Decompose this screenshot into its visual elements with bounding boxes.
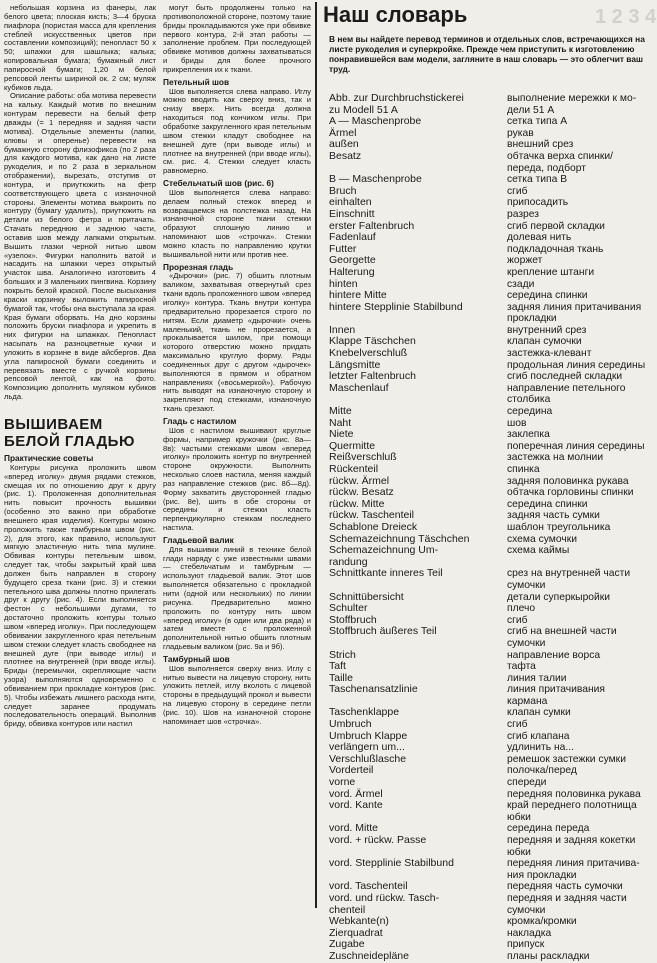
german-term: Abb. zur Durchbruchstickerei [329,92,464,104]
dictionary-entry [329,406,656,418]
russian-translation: задняя половинка рукава [507,475,629,487]
german-term: Taschenansatzlinie [329,683,418,696]
russian-translation: плечо [507,603,536,615]
dictionary-entry [329,255,656,267]
russian-translation: ния прокладки [507,869,577,881]
german-term: rückw. Taschenteil [329,509,415,522]
dictionary-entry [329,951,656,963]
dictionary-entry [329,893,656,905]
russian-translation: сгиб на внешней части [507,626,617,638]
german-term: vord. und rückw. Tasch- [329,891,440,904]
german-term: hintere Mitte [329,289,387,302]
german-term: Umbruch [329,718,372,731]
dictionary-entry [329,905,656,917]
german-term: Besatz [329,149,362,162]
dictionary-entry [329,684,656,696]
german-term: A — Maschenprobe [329,115,422,128]
russian-translation: шов [507,417,527,429]
german-term: Naht [329,416,352,429]
russian-translation: клапан сумки [507,707,571,719]
dictionary-entry [329,522,656,534]
russian-translation: клапан сумочки [507,336,582,348]
russian-translation: сгиб [507,185,528,197]
dictionary-entry [329,916,656,928]
left-article-column [4,4,156,729]
dictionary-entry [329,603,656,615]
article-paragraph: Описание работы: оба мотива перевести на кальку. Каждый мотив по внешним контурам перевести на белый фетр дважды (= 1 передняя и задняя части мотива). Отдельные элементы (лапки, клювы и оперенье) перевести на бумажную сторону флизофикса (по 2 раза для каждого мотива, как дано на листе рукоделия, и по 2 раза в зеркальном отображении), вырезать, отступив от контура, и приутюжить на фетр соответствующего цвета с изнаночной стороны. Элементы мотива выкроить по контуру (бумагу удалить), приутюжить на детали из белого фетра и притачать. Стачать переднюю и заднюю части, оставив шов между лапками открытым. Вышить глазки черной нитью швом «узелок». Фигурки наполнить ватой и насадить на шпажки через открытый участок шва. Аналогично изготовить 4 больших и 3 маленьких пингвина. Корзину покрыть белой краской. После высыхания краски корзинку выложить папиросной бумагой так, чтобы она выступала за края. Края бумаги оборвать. На дно корзины положить бруски пиафлора и укрепить в них фигурки на шпажках. Пенопласт насыпать на разноцветные кучки и уложить в корзине в виде айсбергов. Два угла папиросной бумаги соединить и перевязать вместе с ручкой корзины репсовой лентой, как на фото. Композицию дополнить муляжом кубиков льда. [4,91,156,402]
german-term: Schemazeichnung Um- [329,544,439,557]
stitch-section-text: Шов выполняется сверху вниз. Иглу с нитью вывести на лицевую сторону, нить уложить петлей, иглу вколоть с лицевой стороны в предыдущий прокол и вывести на лицевую сторону в середине петли (рис. 10). Шов на изнаночной стороне напоминает шов «строчка». [163,663,311,726]
german-term: Maschenlauf [329,381,389,394]
stitch-section-text: Для вышивки линий в технике белой глади наряду с уже известными швами — стебельчатым и тамбурным — используют гладьевой валик. Этот шов выполняется обязательно с прокладкой нити (одной или нескольких) по линии рисунка. Предварительно можно проложить по контуру нить швом «вперед иголку» (в один или два ряда) и затем вместе с проложенной дополнительной нитью обшить плотным гладьевым валиком (рис. 9а и 9б). [163,544,311,652]
german-term: Taft [329,660,346,673]
russian-translation: задняя часть сумки [507,510,600,522]
german-term: Schablone Dreieck [329,520,418,533]
german-term: Webkante(n) [329,915,389,928]
dictionary-entry [329,754,656,766]
russian-translation: застежка-клевант [507,348,592,360]
russian-translation: внутренний срез [507,324,587,336]
dictionary-entry [329,186,656,198]
russian-translation: середина спинки [507,498,588,510]
dictionary-entry [329,626,656,638]
russian-translation: передняя часть сумочки [507,881,623,893]
stitch-section-title: Тамбурный шов [163,653,230,664]
german-term: verlängern um... [329,741,405,754]
russian-translation: обтачка горловины спинки [507,487,634,499]
russian-translation: столбика [507,394,551,406]
german-term: Strich [329,648,356,661]
dictionary-entry [329,812,656,824]
russian-translation: передняя и задняя части [507,892,627,904]
german-term: vord. Taschenteil [329,880,408,893]
german-term: Reißverschluß [329,451,397,464]
german-term: letzter Faltenbruch [329,370,416,383]
russian-translation: прокладки [507,313,557,325]
russian-translation: рукав [507,127,534,139]
russian-translation: сгиб [507,614,528,626]
german-term: Einschnitt [329,207,375,220]
russian-translation: продольная линия середины [507,359,646,371]
russian-translation: застежка на молнии [507,452,604,464]
russian-translation: жоржет [507,255,543,267]
german-term: B — Maschenprobe [329,173,422,186]
russian-translation: спереди [507,777,547,789]
german-term: Zierquadrat [329,926,383,939]
russian-translation: сетка типа А [507,116,568,128]
russian-translation: внешний срез [507,139,574,151]
russian-translation: кармана [507,695,548,707]
russian-translation: припосадить [507,197,569,209]
russian-translation: долевая нить [507,232,572,244]
german-term: Fadenlauf [329,231,376,244]
russian-translation: полочка/перед [507,765,577,777]
russian-translation: схема сумочки [507,533,577,545]
stitch-section-text: «Дырочки» (рис. 7) обшить плотным валиком, захватывая отвернутый срез ткани вдоль проложенного швом «вперед иголку» контура. Ткань внутри контура предварительно прорезается строго по нитям. Если диаметр «дырочки» очень маленький, ткань не прорезается, а прокалывается шилом, при помощи которого отверстию можно придать максимально круглую форму. Ряды соединенных друг с другом «дырочек» выполняются в прямом и обратном направлениях («восьмеркой»). Рабочую нить выводят на изнаночную сторону и закрепляют под стежками, изнаночную ткань срезают. [163,271,311,414]
german-term: Schnittübersicht [329,590,404,603]
russian-translation: линия притачивания [507,684,606,696]
russian-translation: тафта [507,661,536,673]
russian-translation: сумочки [507,904,546,916]
german-term [329,580,507,592]
russian-translation [507,557,656,569]
column-divider [315,2,317,908]
russian-translation: выполнение мережки к мо- [507,93,637,104]
dictionary-list [329,93,656,963]
russian-translation: сгиб клапана [507,730,570,742]
dictionary-entry [329,858,656,870]
german-term: Längsmitte [329,358,381,371]
dictionary-entry [329,719,656,731]
dictionary-entry [329,209,656,221]
dictionary-entry [329,638,656,650]
german-term: vord. Ärmel [329,787,383,800]
dictionary-entry [329,93,656,105]
dictionary-entry [329,545,656,557]
german-term: Verschlußlasche [329,752,407,765]
dictionary-entry [329,383,656,395]
russian-translation: задняя линия притачивания [507,301,642,313]
practical-tips-text [4,464,156,729]
dictionary-entry [329,232,656,244]
dictionary-entry [329,151,656,163]
german-term: vord. Mitte [329,822,379,835]
german-term [329,638,507,650]
russian-translation: линия талии [507,672,567,684]
dictionary-entry [329,197,656,209]
stitch-section-title: Стебельчатый шов (рис. 6) [163,178,274,189]
german-term: erster Faltenbruch [329,219,415,232]
russian-translation: крепление штанги [507,266,595,278]
middle-article-column [163,4,311,727]
russian-translation: середина [507,406,553,418]
german-term: Rückenteil [329,463,379,475]
dictionary-entry [329,707,656,719]
watermark: 1 2 3 4 [595,6,657,28]
dictionary-entry [329,452,656,464]
russian-translation: сгиб [507,719,528,731]
russian-translation: середина переда [507,823,590,835]
russian-translation: направление петельного [507,382,626,394]
dictionary-entry [329,939,656,951]
german-term: rückw. Besatz [329,486,394,499]
german-term: chenteil [329,903,366,916]
russian-translation: юбки [507,811,531,823]
dictionary-entry [329,418,656,430]
russian-translation: обтачка верха спинки/ [507,150,614,162]
german-term: Zuschneidepläne [329,949,409,962]
russian-translation: сгиб первой складки [507,220,605,232]
dictionary-entry [329,661,656,673]
russian-translation: срез на внутренней части [507,568,631,580]
russian-translation: сумочки [507,579,546,591]
german-term: Bruch [329,184,357,197]
dictionary-entry [329,568,656,580]
stitch-section-text: Шов с настилом вышивают круглые формы, например кружочки (рис. 8а—8в): частыми стежками швом «вперед иголку» проложить контур по внутренней стороне окружности. Выполнить несколько слоев настила, меняя каждый раз направление стежков (рис. 8б—8д). Форму захватить двусторонней гладью (рис. 8е), шить в обе стороны от середины и стежки класть перпендикулярно стежкам последнего настила. [163,425,311,533]
russian-translation: накладка [507,927,552,939]
german-term: Quermitte [329,439,376,452]
german-term: Innen [329,323,356,336]
russian-translation: удлинить на... [507,742,574,754]
german-term: Knebelverschluß [329,347,408,360]
german-term: außen [329,138,359,151]
german-term: Taille [329,671,353,684]
russian-translation: поперечная линия середины [507,440,645,452]
stitch-section-title: Гладьевой валик [163,534,234,545]
tips-paragraph: Контуры рисунка проложить швом «вперед иголку» двумя рядами стежков, смещая их по отношению друг к другу (рис. 1). Проложенная дополнительная нить повысит прочность вышивки (особенно это важно при обработке внешнего края изделия). Контуры можно проложить также тамбурным швом (рис. 2), для этого, как правило, используют мягкую эластичную нить типа мулине. Обвивая контуры петельным швом, следует так, чтобы закрытый край шва должен быть направлен в сторону будущего среза ткани (рис. 3) и стежки петельного шва должны плотно прилегать друг к другу (рис. 4). Если выполняется фестон с небольшими дугами, то достаточно проложить контуры только швом «вперед иголку». При последующем обвивании закругленного края петельным швом стежки следует класть свободнее на внешней дуге (при выводе иглы) и плотнее на внутренней (при вводе иглы). Бриды (перемычки, скрепляющие части узора) выполняются одновременно с обвиванием при прокладке контуров (рис. 5). Чтобы избежать лишнего расхода нити, следует заранее продумать последовательность операций. Выполнив бриду, обвивка контуров или настил [4,462,156,729]
russian-translation: передняя и задняя кокетки [507,835,636,846]
german-term: Ärmel [329,126,357,139]
russian-translation: направление ворса [507,649,601,661]
dictionary-entry [329,348,656,360]
practical-tips-heading: Практические советы [4,452,94,463]
german-term: Georgette [329,254,376,267]
german-term: Taschenklappe [329,706,400,719]
russian-translation: заклепка [507,429,550,441]
dictionary-entry [329,221,656,233]
german-term [329,394,507,406]
german-term: Niete [329,428,354,441]
dictionary-title: Наш словарь [323,2,468,27]
russian-translation: ремешок застежки сумки [507,753,626,765]
dictionary-entry [329,835,656,847]
german-term: Futter [329,242,357,255]
dictionary-entry [329,928,656,940]
russian-translation: шаблон треугольника [507,521,611,533]
dictionary-entry [329,650,656,662]
german-term: vord. Kante [329,799,383,812]
german-term: hinten [329,277,358,290]
german-term: Schnittkante inneres Teil [329,567,443,580]
german-term [329,313,507,325]
german-term: hintere Stepplinie Stabilbund [329,300,463,313]
german-term: Schulter [329,602,368,615]
russian-translation: край переднего полотнища [507,800,637,812]
stitch-section-text: Шов выполняется слева направо. Иглу можно вводить как сверху вниз, так и снизу вверх. Нить всегда должна находиться под кончиком иглы. При обработке закругленного края петельным швом стежки кладут свободнее на внешней дуге (при выводе иглы) и плотнее на внутренней (при вводе иглы), см. рис. 4. Стежки следует класть равномерно. [163,86,311,176]
dictionary-entry [329,580,656,592]
dictionary-entry [329,765,656,777]
german-term: vorne [329,776,356,789]
dictionary-entry [329,267,656,279]
stitch-section-title: Петельный шов [163,76,230,87]
russian-translation: разрез [507,208,540,220]
german-term: vord. + rückw. Passe [329,834,427,846]
russian-translation: сгиб последней складки [507,371,623,383]
article-paragraph: небольшая корзина из фанеры, лак белого цвета; плоская кисть; 3—4 бруска пиафлора (пористая масса для крепления стеблей искусственных цветов при составлении композиций); пенопласт 50 х 50; шпажки для шашлыка; калька; копировальная бумага; бумажный лист папиросной бумаги; 1,20 м белой репсовой ленты шириной ок. 2 см; муляж кубиков льда. [4,3,156,92]
russian-translation: планы раскладки [507,950,590,962]
dictionary-intro: В нем вы найдете перевод терминов и отдельных слов, встречающихся на листе рукоделия и суперкройке. Прежде чем приступить к изготовлению понравившейся вам модели, загляните в наш словарь — это облегчит ваш труд. [329,34,645,74]
russian-translation: передняя линия притачива- [507,858,640,870]
stitch-sections [163,78,311,727]
german-term: Klappe Täschchen [329,335,416,348]
russian-translation: спинка [507,464,540,475]
stitch-section-title: Прорезная гладь [163,261,234,272]
dictionary-entry [329,139,656,151]
russian-translation: детали суперкыройки [507,591,611,603]
russian-translation: сетка типа В [507,174,568,186]
russian-translation: кромка/кромки [507,916,577,928]
dictionary-entry [329,777,656,789]
german-term: Umbruch Klappe [329,729,408,742]
german-term: randung [329,555,368,568]
russian-translation: дели 51 А [507,104,555,116]
dictionary-entry [329,464,656,476]
german-term: Mitte [329,405,352,418]
german-term: Vorderteil [329,764,374,777]
german-term: einhalten [329,196,372,209]
german-term: zu Modell 51 A [329,103,398,116]
dictionary-entry [329,394,656,406]
german-term: Schemazeichnung Täschchen [329,532,470,545]
stitch-section-title: Гладь с настилом [163,415,237,426]
materials-and-work-description [4,4,156,402]
russian-translation: сзади [507,278,535,290]
dictionary-entry [329,429,656,441]
stitch-section-text: Шов выполняется слева направо: делаем полный стежок вперед и возвращаемся на полстежка назад. На изнаночной стороне ткани стежки образуют сплошную линию и напоминают шов «строчка». Стежки можно класть по направлению крутки вышивальной нити или против нее. [163,187,311,259]
russian-translation: сумочки [507,637,546,649]
section-heading-white-embroidery: ВЫШИВАЕМ БЕЛОЙ ГЛАДЬЮ [4,415,135,450]
russian-translation: припуск [507,939,545,951]
german-term: Stoffbruch [329,613,377,626]
german-term: rückw. Mitte [329,497,385,510]
russian-translation: схема каймы [507,545,570,557]
dictionary-entry [329,313,656,325]
russian-translation: середина спинки [507,290,588,302]
dictionary-entry [329,592,656,604]
continuation-paragraph: могут быть продолжены только на противоположной стороне, поэтому такие бриды прокладываются уже при обвивке первого контура, 2-й этап работы — заполнение проблем. При последующей обвивке мотивов должны захватываться и бриды для более прочного прикрепления их к ткани. [163,3,311,74]
german-term: vord. Stepplinie Stabilbund [329,857,454,870]
russian-translation: передняя половинка рукава [507,788,641,800]
russian-translation: юбки [507,846,531,858]
dictionary-entry [329,800,656,812]
german-term: Stoffbruch äußeres Teil [329,625,437,638]
dictionary-entry [329,116,656,128]
dictionary-entry [329,174,656,186]
german-term: Zugabe [329,938,365,951]
dictionary-entry [329,302,656,314]
dictionary-entry [329,290,656,302]
german-term: rückw. Ärmel [329,474,390,487]
dictionary-entry [329,128,656,140]
russian-translation: переда, подборт [507,162,586,174]
dictionary-entry [329,244,656,256]
german-term: Halterung [329,265,375,278]
russian-translation: подкладочная ткань [507,243,604,255]
